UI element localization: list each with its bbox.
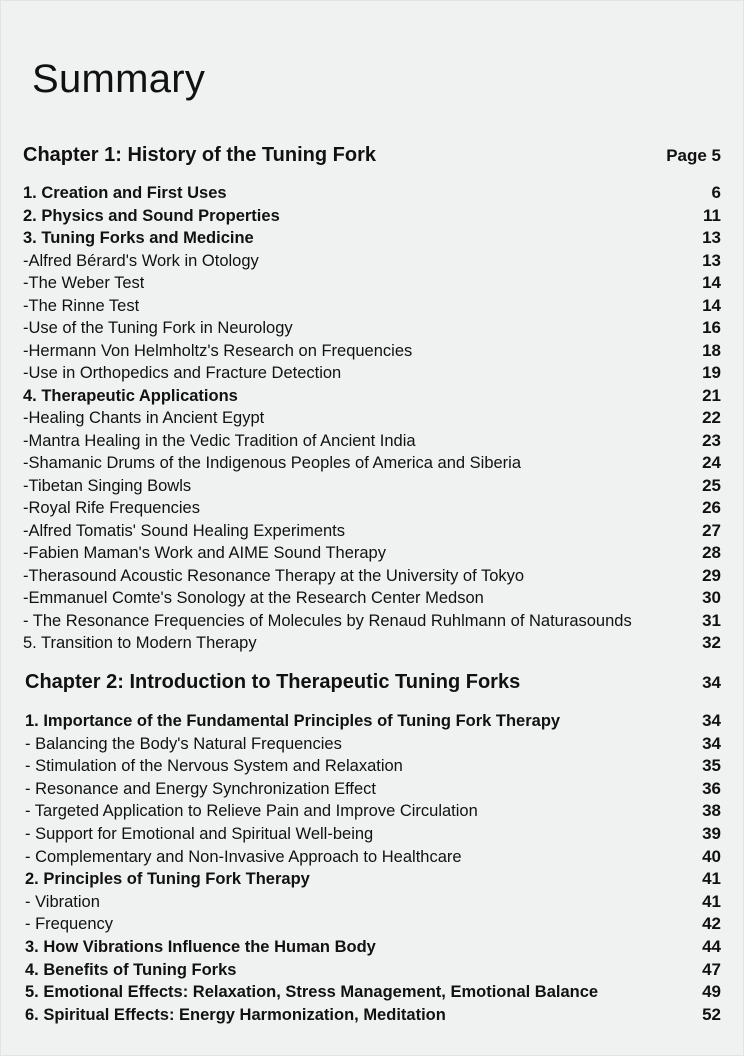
toc-entry-title: - Resonance and Energy Synchronization Effect [25,779,376,798]
chapter1-heading-row [23,144,721,166]
toc-entry-page: 23 [702,430,721,450]
toc-entry [25,914,721,936]
toc-entry [25,869,721,891]
toc-entry-title: 5. Emotional Effects: Relaxation, Stress Management, Emotional Balance [25,983,599,1002]
toc-entry-page: 6 [711,183,721,202]
toc-entry [23,183,721,205]
toc-entry-page: 34 [702,733,721,753]
toc-entry-page: 32 [702,633,721,652]
toc-entry [25,960,721,982]
toc-entry [23,588,721,610]
page-title: Summary [32,57,206,101]
toc-entry-page: 42 [702,914,721,934]
toc-entry [23,566,721,588]
toc-entry-title: -Tibetan Singing Bowls [23,476,192,495]
toc-entry [23,251,721,273]
toc-entry-title: 4. Benefits of Tuning Forks [25,960,237,979]
toc-entry-title: 6. Spiritual Effects: Energy Harmonization, Meditation [25,1005,446,1024]
toc-entry [25,937,721,959]
toc-entry-page: 13 [702,250,721,270]
toc-entry-page: 14 [702,273,721,292]
toc-entry [25,756,721,778]
toc-entry-title: -Alfred Bérard's Work in Otology [23,251,259,270]
chapter2-page: 34 [702,673,721,692]
toc-entry-page: 30 [702,588,721,607]
toc-entry [23,296,721,318]
chapter1-heading: Chapter 1: History of the Tuning Fork [23,144,376,166]
toc-entry-page: 41 [702,869,721,889]
toc-entry [23,611,721,633]
toc-entry-title: -Therasound Acoustic Resonance Therapy at the University of Tokyo [23,566,525,585]
toc-entry-title: 2. Principles of Tuning Fork Therapy [25,870,310,889]
toc-entry-page: 38 [702,801,721,821]
toc-entry-page: 16 [702,318,721,337]
toc-entry [25,824,721,846]
toc-entry-page: 24 [702,453,721,472]
toc-entry-page: 44 [702,937,721,956]
toc-entry-page: 31 [702,610,721,630]
toc-entry-title: 3. How Vibrations Influence the Human Body [25,938,376,956]
toc-entry [25,779,721,801]
toc-entry [23,318,721,340]
toc-entry-title: -Emmanuel Comte's Sonology at the Research Center Medson [23,589,484,607]
toc-entry [23,476,721,498]
toc-entry [25,982,721,1004]
toc-entry [23,408,721,430]
toc-entry-title: - Frequency [25,915,114,934]
toc-entry-page: 52 [702,1004,721,1024]
toc-entry [25,734,721,756]
toc-entry-title: - Balancing the Body's Natural Frequencies [25,734,342,753]
toc-entry-page: 11 [703,205,721,225]
toc-entry-title: - Support for Emotional and Spiritual Well-being [25,825,374,843]
toc-entry-title: -Hermann Von Helmholtz's Research on Frequencies [23,341,413,360]
toc-entry-page: 19 [702,363,721,382]
toc-entry-page: 21 [702,385,721,405]
toc-entry-title: -Shamanic Drums of the Indigenous Peoples of America and Siberia [23,454,522,472]
toc-entry-page: 35 [702,756,721,776]
toc-entry-page: 28 [702,543,721,562]
toc-entry [25,1005,721,1027]
toc-entry-title: -The Weber Test [23,274,145,292]
toc-entry-title: 3. Tuning Forks and Medicine [23,229,254,247]
toc-entry-title: -Mantra Healing in the Vedic Tradition of Ancient India [23,431,416,450]
toc-entry [23,453,721,475]
toc-entry [23,228,721,250]
toc-entry [23,386,721,408]
toc-entry-title: - Stimulation of the Nervous System and Relaxation [25,757,403,776]
toc-entry [23,431,721,453]
chapter1-page: Page 5 [666,146,721,165]
toc-entry-title: 4. Therapeutic Applications [23,386,238,405]
toc-entry [23,341,721,363]
chapter2-heading-row [25,671,721,693]
toc-entry-title: -Healing Chants in Ancient Egypt [23,409,265,427]
toc-entry [25,711,721,733]
toc-entry [23,206,721,228]
toc-entry-page: 14 [702,295,721,315]
toc-entry [23,543,721,565]
toc-entry-page: 41 [702,891,721,911]
toc-entry-title: 1. Importance of the Fundamental Principles of Tuning Fork Therapy [25,712,561,730]
toc-entry-title: 2. Physics and Sound Properties [23,206,280,225]
toc-entry-page: 27 [702,520,721,540]
toc-entry-title: 1. Creation and First Uses [23,184,227,202]
toc-entry [25,892,721,914]
toc-entry-page: 39 [702,824,721,843]
toc-entry-title: - Complementary and Non-Invasive Approach to Healthcare [25,847,462,866]
toc-entry [23,521,721,543]
toc-entry-page: 18 [702,340,721,360]
toc-entry-title: -Use of the Tuning Fork in Neurology [23,319,293,337]
toc-entry-title: - The Resonance Frequencies of Molecules by Renaud Ruhlmann of Naturasounds [23,611,632,630]
toc-entry-title: -Alfred Tomatis' Sound Healing Experiments [23,521,345,540]
toc-entry-title: - Targeted Application to Relieve Pain and Improve Circulation [25,802,478,821]
toc-entry-page: 29 [702,565,721,585]
toc-entry-page: 25 [702,475,721,495]
toc-entry-title: -Fabien Maman's Work and AIME Sound Therapy [23,544,386,562]
chapter2-heading: Chapter 2: Introduction to Therapeutic Tuning Forks [25,671,521,693]
toc-entry-page: 26 [702,498,721,517]
toc-entry-title: -Royal Rife Frequencies [23,499,200,517]
toc-entry-title: -The Rinne Test [23,296,140,315]
toc-entry [25,847,721,869]
toc-entry-page: 40 [702,846,721,866]
toc-entry-page: 34 [702,711,721,730]
toc-entry [23,633,721,655]
toc-entry-page: 49 [702,982,721,1002]
toc-entry-page: 13 [702,228,721,247]
toc-entry [23,498,721,520]
toc-entry-page: 36 [702,778,721,798]
toc-entry [23,363,721,385]
toc-entry-page: 22 [702,408,721,427]
toc-entry-title: 5. Transition to Modern Therapy [23,634,257,652]
toc-entry [23,273,721,295]
toc-entry-title: - Vibration [25,892,100,911]
toc-entry [25,801,721,823]
toc-entry-page: 47 [702,959,721,979]
toc-entry-title: -Use in Orthopedics and Fracture Detection [23,364,342,382]
